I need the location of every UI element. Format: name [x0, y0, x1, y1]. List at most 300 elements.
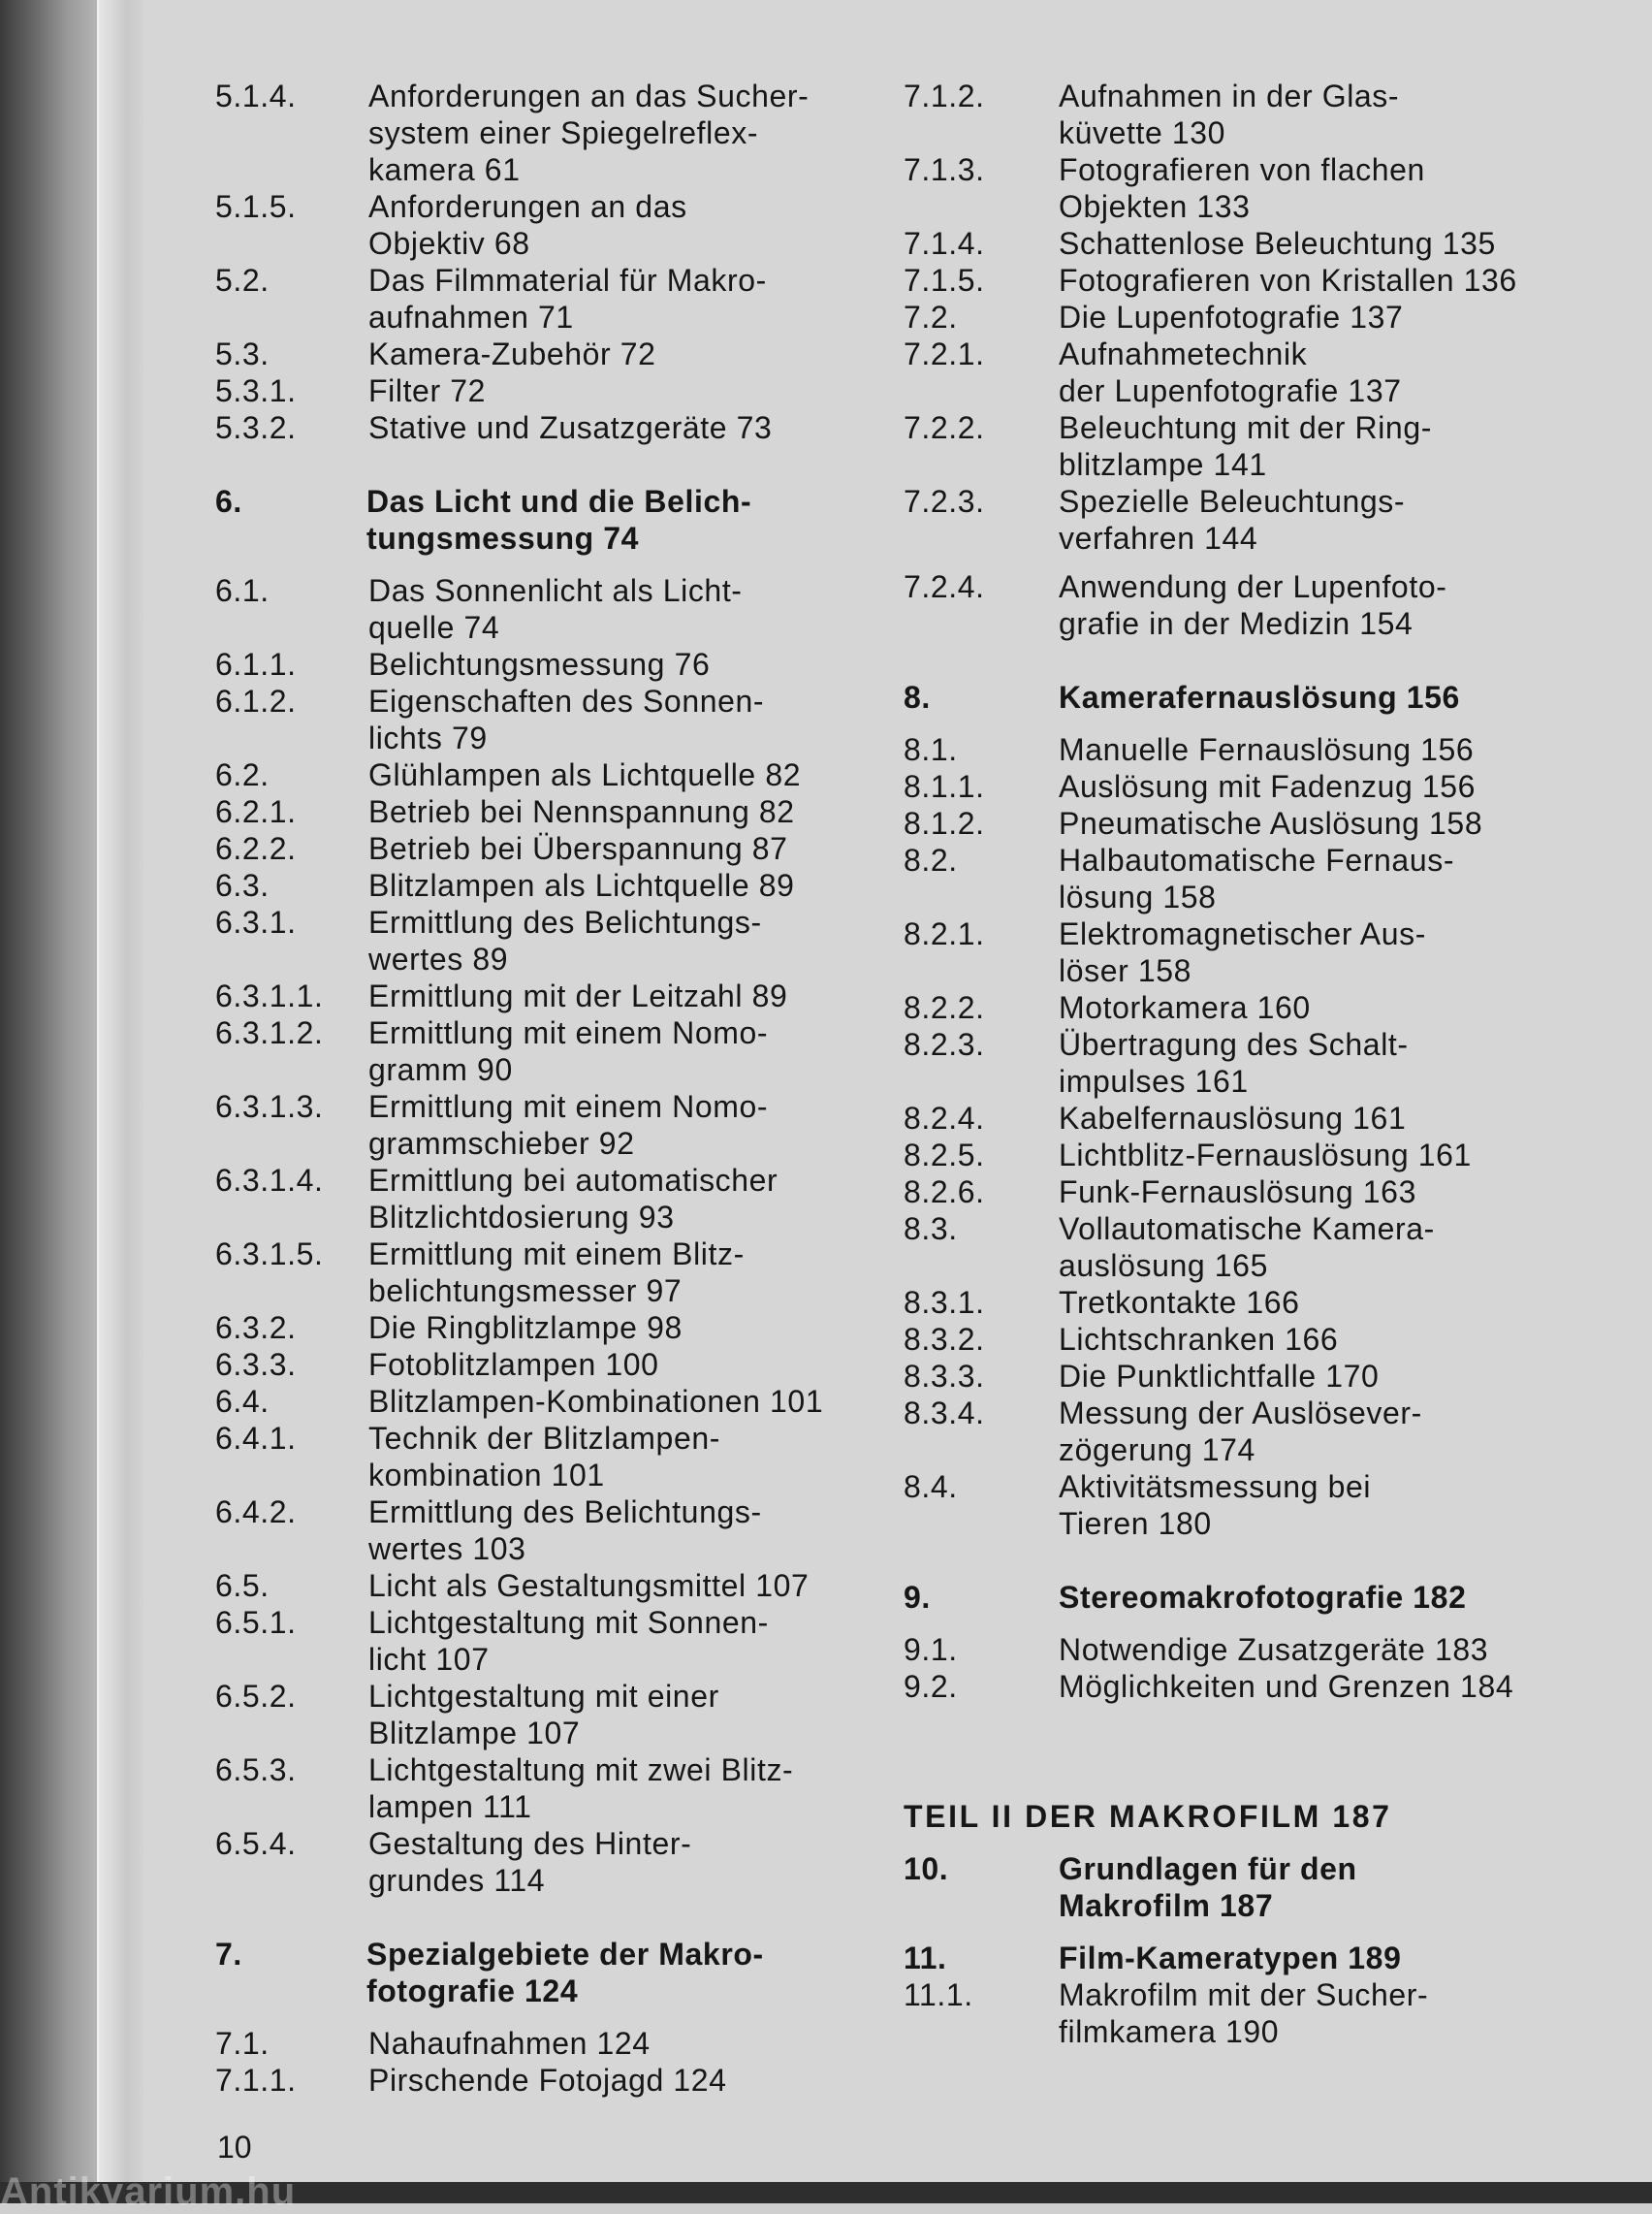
- toc-entry: [215, 2062, 874, 2099]
- toc-entry-line: Ermittlung mit der Leitzahl 89: [368, 979, 788, 1013]
- toc-entry-line: Blitzlichtdosierung 93: [368, 1200, 675, 1235]
- toc-entry: [215, 372, 874, 409]
- toc-entry-line: Lichtschranken 166: [1059, 1322, 1339, 1357]
- toc-entry-number: 8.2.1.: [904, 916, 985, 951]
- toc-entry: [904, 805, 1582, 842]
- toc-entry-number: 10.: [904, 1851, 949, 1886]
- spacer: [904, 557, 1582, 568]
- toc-entry-line: Kamera-Zubehör 72: [368, 337, 656, 371]
- toc-entry-line: Das Filmmaterial für Makro-: [368, 263, 767, 298]
- toc-entry-title: [1059, 768, 1582, 805]
- toc-entry-number: 5.3.2.: [215, 410, 297, 445]
- toc-entry-line: Eigenschaften des Sonnen-: [368, 684, 765, 719]
- toc-entry-title: [1059, 1631, 1582, 1668]
- toc-entry: [904, 1668, 1582, 1705]
- part-heading: TEIL II DER MAKROFILM 187: [904, 1799, 1392, 1834]
- toc-entry-line: Stative und Zusatzgeräte 73: [368, 410, 773, 445]
- toc-entry-number: 8.3.3.: [904, 1359, 985, 1394]
- toc-entry-number: 7.1.4.: [904, 226, 985, 261]
- toc-entry-line: Beleuchtung mit der Ring-: [1059, 410, 1432, 445]
- toc-entry-title: [368, 867, 874, 904]
- toc-entry-title: [1059, 299, 1582, 336]
- toc-entry-line: Auslösung mit Fadenzug 156: [1059, 769, 1477, 804]
- toc-entry: [904, 915, 1582, 989]
- toc-entry: [215, 1493, 874, 1567]
- toc-entry-line: aufnahmen 71: [368, 300, 574, 335]
- toc-entry-line: Fotografieren von Kristallen 136: [1059, 263, 1517, 298]
- toc-entry-line: Das Licht und die Belich-: [366, 484, 752, 519]
- toc-entry-number: 6.5.2.: [215, 1679, 297, 1714]
- toc-entry: [904, 151, 1582, 225]
- toc-entry: [215, 1162, 874, 1235]
- toc-entry-line: Spezielle Beleuchtungs-: [1059, 484, 1406, 519]
- toc-entry: [215, 188, 874, 262]
- toc-entry-number: 8.2.6.: [904, 1174, 985, 1209]
- toc-entry-title: [1059, 1976, 1582, 2050]
- toc-entry: [904, 768, 1582, 805]
- toc-entry-line: impulses 161: [1059, 1064, 1249, 1099]
- toc-entry-line: wertes 103: [368, 1531, 526, 1566]
- toc-entry-line: der Lupenfotografie 137: [1059, 373, 1402, 408]
- toc-entry-title: [368, 78, 874, 188]
- toc-entry-number: 6.3.3.: [215, 1347, 297, 1382]
- toc-entry-number: 11.: [904, 1941, 947, 1975]
- toc-entry-title: [368, 1751, 874, 1825]
- toc-entry: [215, 1678, 874, 1751]
- toc-entry: [904, 1631, 1582, 1668]
- toc-entry-line: Tretkontakte 166: [1059, 1285, 1300, 1320]
- toc-chapter-entry: [215, 1936, 874, 2009]
- toc-entry: [215, 336, 874, 372]
- toc-entry-number: 5.2.: [215, 263, 270, 298]
- toc-entry-line: Anforderungen an das Sucher-: [368, 79, 810, 113]
- toc-entry-title: [1059, 151, 1582, 225]
- toc-entry: [904, 1358, 1582, 1395]
- toc-entry-number: 7.1.: [215, 2026, 270, 2061]
- spacer: [215, 2009, 874, 2025]
- spacer: [215, 1899, 874, 1936]
- toc-entry-title: [368, 756, 874, 793]
- toc-entry-title: [1059, 225, 1582, 262]
- toc-entry-line: Nahaufnahmen 124: [368, 2026, 651, 2061]
- toc-entry-line: Übertragung des Schalt-: [1059, 1027, 1409, 1062]
- toc-entry-number: 8.2.2.: [904, 990, 985, 1025]
- toc-entry-number: 6.3.1.5.: [215, 1236, 324, 1271]
- toc-entry-title: [1059, 1026, 1582, 1100]
- toc-entry-line: fotografie 124: [366, 1973, 579, 2008]
- toc-entry-line: gramm 90: [368, 1052, 513, 1087]
- toc-entry-number: 6.5.4.: [215, 1826, 297, 1861]
- toc-entry-title: [1059, 78, 1582, 151]
- toc-entry: [215, 572, 874, 646]
- toc-entry: [904, 1395, 1582, 1468]
- toc-entry: [215, 1309, 874, 1346]
- toc-entry-line: Aktivitätsmessung bei: [1059, 1469, 1372, 1504]
- toc-entry-title: [1059, 1210, 1582, 1284]
- toc-entry-number: 5.3.: [215, 337, 270, 371]
- toc-entry: [215, 793, 874, 830]
- toc-entry-number: 6.1.: [215, 573, 270, 608]
- toc-entry-line: Ermittlung mit einem Nomo-: [368, 1015, 769, 1050]
- toc-entry-title: [368, 1162, 874, 1235]
- toc-entry-title: [1059, 1100, 1582, 1137]
- toc-entry: [215, 409, 874, 446]
- toc-entry-title: [1059, 805, 1582, 842]
- toc-entry-line: kombination 101: [368, 1458, 605, 1492]
- toc-entry: [215, 830, 874, 867]
- toc-entry-number: 7.1.5.: [904, 263, 985, 298]
- toc-entry-line: licht 107: [368, 1642, 490, 1677]
- toc-entry-title: [368, 1493, 874, 1567]
- toc-entry: [215, 904, 874, 978]
- toc-entry-title: [368, 978, 874, 1014]
- toc-entry-line: Betrieb bei Überspannung 87: [368, 831, 788, 866]
- toc-entry-line: Gestaltung des Hinter-: [368, 1826, 692, 1861]
- toc-entry-line: Lichtgestaltung mit zwei Blitz-: [368, 1752, 794, 1787]
- toc-right-column: [904, 78, 1582, 2050]
- toc-entry-title: [368, 409, 874, 446]
- toc-entry-number: 8.4.: [904, 1469, 958, 1504]
- toc-entry: [904, 731, 1582, 768]
- toc-entry-line: Das Sonnenlicht als Licht-: [368, 573, 743, 608]
- toc-entry-title: [1059, 568, 1582, 642]
- toc-left-column: [215, 78, 874, 2099]
- toc-chapter-entry: [904, 1579, 1582, 1616]
- toc-entry-title: [368, 372, 874, 409]
- toc-entry: [215, 78, 874, 188]
- toc-entry-line: belichtungsmesser 97: [368, 1273, 683, 1308]
- toc-entry-line: Glühlampen als Lichtquelle 82: [368, 757, 802, 792]
- toc-entry-number: 6.3.1.1.: [215, 979, 324, 1013]
- toc-entry-line: Lichtblitz-Fernauslösung 161: [1059, 1138, 1472, 1172]
- toc-entry-number: 5.3.1.: [215, 373, 297, 408]
- toc-entry-number: 9.2.: [904, 1669, 958, 1704]
- toc-entry-title: [368, 904, 874, 978]
- toc-entry-number: 8.1.1.: [904, 769, 985, 804]
- toc-entry-number: 8.2.5.: [904, 1138, 985, 1172]
- toc-entry-title: [1059, 1940, 1582, 1976]
- toc-entry-line: Blitzlampen-Kombinationen 101: [368, 1384, 824, 1419]
- toc-entry: [215, 646, 874, 683]
- toc-entry: [904, 1100, 1582, 1137]
- toc-entry: [904, 568, 1582, 642]
- toc-entry-line: Fotografieren von flachen: [1059, 152, 1425, 187]
- toc-entry: [904, 842, 1582, 915]
- toc-entry-line: Filter 72: [368, 373, 486, 408]
- toc-entry-line: Funk-Fernauslösung 163: [1059, 1174, 1416, 1209]
- toc-entry-line: Aufnahmen in der Glas-: [1059, 79, 1400, 113]
- toc-entry-line: Anwendung der Lupenfoto-: [1059, 569, 1447, 604]
- toc-entry: [904, 1210, 1582, 1284]
- toc-entry: [904, 409, 1582, 483]
- toc-entry-number: 7.2.4.: [904, 569, 985, 604]
- spacer: [215, 446, 874, 483]
- toc-entry-title: [1059, 731, 1582, 768]
- toc-entry-line: Die Ringblitzlampe 98: [368, 1310, 683, 1345]
- toc-entry-number: 6.2.1.: [215, 794, 297, 829]
- toc-entry-number: 6.3.1.3.: [215, 1089, 324, 1124]
- spacer: [904, 1705, 1582, 1798]
- toc-entry-line: grundes 114: [368, 1863, 546, 1898]
- toc-entry-number: 8.: [904, 680, 931, 715]
- toc-entry-line: Belichtungsmessung 76: [368, 647, 711, 682]
- toc-entry: [215, 1088, 874, 1162]
- toc-entry-line: Licht als Gestaltungsmittel 107: [368, 1568, 810, 1603]
- toc-entry-line: kamera 61: [368, 152, 521, 187]
- toc-entry-line: Ermittlung bei automatischer: [368, 1163, 778, 1198]
- spacer: [904, 1616, 1582, 1631]
- toc-entry-number: 6.1.1.: [215, 647, 297, 682]
- toc-entry: [904, 78, 1582, 151]
- toc-entry-number: 7.: [215, 1937, 242, 1972]
- toc-entry: [215, 756, 874, 793]
- toc-entry-line: quelle 74: [368, 610, 500, 645]
- toc-entry-line: lichts 79: [368, 721, 488, 755]
- toc-entry-number: 5.1.4.: [215, 79, 297, 113]
- toc-entry-title: [368, 793, 874, 830]
- page-edge: [97, 0, 145, 2203]
- toc-entry-line: lösung 158: [1059, 880, 1217, 914]
- spacer: [904, 1542, 1582, 1579]
- toc-entry: [215, 683, 874, 756]
- toc-entry: [904, 483, 1582, 557]
- toc-entry-title: [368, 1088, 874, 1162]
- toc-entry-line: system einer Spiegelreflex-: [368, 115, 759, 150]
- toc-entry-number: 6.4.: [215, 1384, 270, 1419]
- toc-entry-line: Objekten 133: [1059, 189, 1251, 224]
- toc-entry-title: [1059, 1668, 1582, 1705]
- toc-entry-title: [368, 572, 874, 646]
- toc-entry: [215, 1235, 874, 1309]
- toc-entry-line: auslösung 165: [1059, 1248, 1268, 1283]
- toc-entry-line: Motorkamera 160: [1059, 990, 1311, 1025]
- toc-entry-line: zögerung 174: [1059, 1432, 1255, 1467]
- toc-chapter-entry: [215, 483, 874, 557]
- toc-entry-number: 7.1.3.: [904, 152, 985, 187]
- toc-entry-line: Möglichkeiten und Grenzen 184: [1059, 1669, 1514, 1704]
- toc-entry-line: Grundlagen für den: [1059, 1851, 1357, 1886]
- toc-entry: [904, 262, 1582, 299]
- toc-entry-title: [368, 262, 874, 336]
- toc-entry: [215, 2025, 874, 2062]
- spacer: [904, 642, 1582, 679]
- toc-entry-line: tungsmessung 74: [366, 521, 640, 556]
- toc-entry-line: Ermittlung des Belichtungs-: [368, 905, 762, 940]
- book-spine: [0, 0, 97, 2203]
- toc-entry-number: 7.1.2.: [904, 79, 985, 113]
- watermark: Antikvarium.hu: [0, 2170, 297, 2213]
- toc-entry-line: Blitzlampen als Lichtquelle 89: [368, 868, 795, 903]
- toc-entry-title: [366, 483, 874, 557]
- toc-entry: [904, 1137, 1582, 1173]
- toc-entry-number: 7.2.2.: [904, 410, 985, 445]
- spacer: [215, 557, 874, 572]
- toc-entry-line: Notwendige Zusatzgeräte 183: [1059, 1632, 1489, 1667]
- toc-entry-number: 11.1.: [904, 1977, 973, 2012]
- toc-entry-line: küvette 130: [1059, 115, 1226, 150]
- toc-entry: [904, 225, 1582, 262]
- toc-entry-title: [368, 1014, 874, 1088]
- toc-entry-line: Makrofilm 187: [1059, 1888, 1274, 1923]
- toc-entry-line: Manuelle Fernauslösung 156: [1059, 732, 1475, 767]
- toc-entry-title: [1059, 842, 1582, 915]
- toc-entry: [904, 1173, 1582, 1210]
- toc-entry-title: [368, 1825, 874, 1899]
- toc-entry-line: Makrofilm mit der Sucher-: [1059, 1977, 1429, 2012]
- toc-entry-title: [1059, 262, 1582, 299]
- toc-entry-title: [1059, 1579, 1582, 1616]
- toc-entry-title: [368, 2062, 874, 2099]
- toc-entry-title: [368, 646, 874, 683]
- toc-entry-line: Die Punktlichtfalle 170: [1059, 1359, 1380, 1394]
- toc-entry-line: Ermittlung mit einem Nomo-: [368, 1089, 769, 1124]
- toc-entry-title: [1059, 679, 1582, 716]
- toc-entry: [904, 1284, 1582, 1321]
- toc-entry-title: [368, 1346, 874, 1383]
- toc-entry-line: Ermittlung mit einem Blitz-: [368, 1236, 745, 1271]
- toc-entry: [215, 1420, 874, 1493]
- toc-entry-title: [368, 188, 874, 262]
- toc-entry-line: Spezialgebiete der Makro-: [366, 1937, 764, 1972]
- toc-entry-line: lampen 111: [368, 1789, 532, 1824]
- toc-entry-title: [368, 1678, 874, 1751]
- toc-entry-title: [368, 336, 874, 372]
- toc-entry-number: 6.2.2.: [215, 831, 297, 866]
- toc-entry-title: [1059, 1358, 1582, 1395]
- toc-entry: [215, 1604, 874, 1678]
- toc-entry: [904, 989, 1582, 1026]
- toc-entry-line: Pneumatische Auslösung 158: [1059, 806, 1483, 841]
- toc-entry-title: [368, 1420, 874, 1493]
- toc-entry-number: 9.: [904, 1580, 931, 1615]
- toc-entry-title: [1059, 1173, 1582, 1210]
- toc-chapter-entry: [904, 1940, 1582, 1976]
- toc-entry-line: Blitzlampe 107: [368, 1716, 581, 1750]
- toc-entry-number: 8.2.: [904, 843, 958, 878]
- toc-entry-number: 8.2.4.: [904, 1101, 985, 1136]
- toc-entry-number: 6.2.: [215, 757, 270, 792]
- toc-entry-number: 6.4.1.: [215, 1421, 297, 1456]
- toc-entry-title: [368, 1383, 874, 1420]
- spacer: [904, 1924, 1582, 1940]
- toc-entry-line: blitzlampe 141: [1059, 447, 1267, 482]
- toc-entry-number: 6.5.3.: [215, 1752, 297, 1787]
- toc-entry-line: Technik der Blitzlampen-: [368, 1421, 720, 1456]
- toc-entry-line: Lichtgestaltung mit Sonnen-: [368, 1605, 769, 1640]
- toc-entry-number: 6.4.2.: [215, 1494, 297, 1529]
- toc-entry-title: [368, 830, 874, 867]
- toc-entry-title: [368, 1235, 874, 1309]
- toc-entry-title: [368, 1604, 874, 1678]
- toc-entry-number: 8.2.3.: [904, 1027, 985, 1062]
- toc-entry-title: [368, 2025, 874, 2062]
- toc-entry-number: 5.1.5.: [215, 189, 297, 224]
- toc-entry-title: [1059, 915, 1582, 989]
- toc-entry-line: Schattenlose Beleuchtung 135: [1059, 226, 1496, 261]
- toc-entry-number: 7.2.1.: [904, 337, 985, 371]
- toc-entry-number: 6.3.1.4.: [215, 1163, 324, 1198]
- spacer: [904, 716, 1582, 731]
- toc-entry: [904, 1321, 1582, 1358]
- toc-entry: [215, 1346, 874, 1383]
- toc-entry-number: 6.1.2.: [215, 684, 297, 719]
- toc-entry: [215, 978, 874, 1014]
- toc-entry-title: [1059, 1284, 1582, 1321]
- toc-entry-title: [1059, 1321, 1582, 1358]
- toc-entry-number: 8.3.4.: [904, 1396, 985, 1430]
- toc-entry: [904, 336, 1582, 409]
- toc-entry-number: 8.1.2.: [904, 806, 985, 841]
- toc-entry-title: [1059, 1850, 1582, 1924]
- toc-entry-line: filmkamera 190: [1059, 2014, 1280, 2049]
- toc-entry-title: [1059, 409, 1582, 483]
- spacer: [904, 1835, 1582, 1850]
- toc-entry-line: Kabelfernauslösung 161: [1059, 1101, 1407, 1136]
- toc-entry-title: [1059, 483, 1582, 557]
- toc-entry-number: 8.1.: [904, 732, 958, 767]
- toc-entry-line: Objektiv 68: [368, 226, 530, 261]
- toc-entry: [215, 1014, 874, 1088]
- page-number: 10: [217, 2130, 252, 2165]
- toc-entry-line: Kamerafernauslösung 156: [1059, 680, 1460, 715]
- toc-entry: [904, 1026, 1582, 1100]
- toc-entry-line: Vollautomatische Kamera-: [1059, 1211, 1435, 1246]
- toc-entry-line: Aufnahmetechnik: [1059, 337, 1308, 371]
- toc-entry-line: löser 158: [1059, 953, 1192, 988]
- toc-chapter-entry: [904, 1850, 1582, 1924]
- toc-entry-number: 8.3.2.: [904, 1322, 985, 1357]
- toc-entry-number: 7.2.: [904, 300, 958, 335]
- toc-entry: [904, 1468, 1582, 1542]
- toc-entry-title: [1059, 1137, 1582, 1173]
- toc-entry-number: 7.2.3.: [904, 484, 985, 519]
- toc-chapter-entry: [904, 679, 1582, 716]
- toc-entry: [215, 262, 874, 336]
- toc-entry-title: [368, 1309, 874, 1346]
- toc-entry-number: 6.5.: [215, 1568, 270, 1603]
- toc-entry-line: Messung der Auslösever-: [1059, 1396, 1422, 1430]
- toc-entry-number: 6.3.: [215, 868, 270, 903]
- toc-entry-line: Lichtgestaltung mit einer: [368, 1679, 719, 1714]
- toc-entry-title: [1059, 989, 1582, 1026]
- toc-entry-line: Tieren 180: [1059, 1506, 1212, 1541]
- toc-entry-line: Elektromagnetischer Aus-: [1059, 916, 1427, 951]
- toc-entry-title: [1059, 336, 1582, 409]
- toc-entry-title: [368, 1567, 874, 1604]
- toc-entry-line: Ermittlung des Belichtungs-: [368, 1494, 762, 1529]
- toc-entry-line: Die Lupenfotografie 137: [1059, 300, 1404, 335]
- toc-entry-line: grammschieber 92: [368, 1126, 635, 1161]
- toc-entry-title: [1059, 1468, 1582, 1542]
- toc-entry-number: 6.3.1.: [215, 905, 297, 940]
- toc-entry: [215, 1825, 874, 1899]
- toc-entry: [904, 1976, 1582, 2050]
- toc-entry-number: 8.3.1.: [904, 1285, 985, 1320]
- toc-entry-line: Pirschende Fotojagd 124: [368, 2063, 727, 2098]
- toc-entry: [215, 1567, 874, 1604]
- toc-entry-title: [1059, 1395, 1582, 1468]
- toc-entry-number: 6.3.1.2.: [215, 1015, 324, 1050]
- toc-entry-line: Fotoblitzlampen 100: [368, 1347, 659, 1382]
- toc-entry-number: 7.1.1.: [215, 2063, 297, 2098]
- toc-entry-line: verfahren 144: [1059, 521, 1258, 556]
- toc-entry-line: Anforderungen an das: [368, 189, 687, 224]
- toc-entry-number: 6.: [215, 484, 242, 519]
- toc-entry: [215, 1751, 874, 1825]
- toc-entry-number: 9.1.: [904, 1632, 958, 1667]
- toc-entry-title: [368, 683, 874, 756]
- toc-entry-title: [366, 1936, 874, 2009]
